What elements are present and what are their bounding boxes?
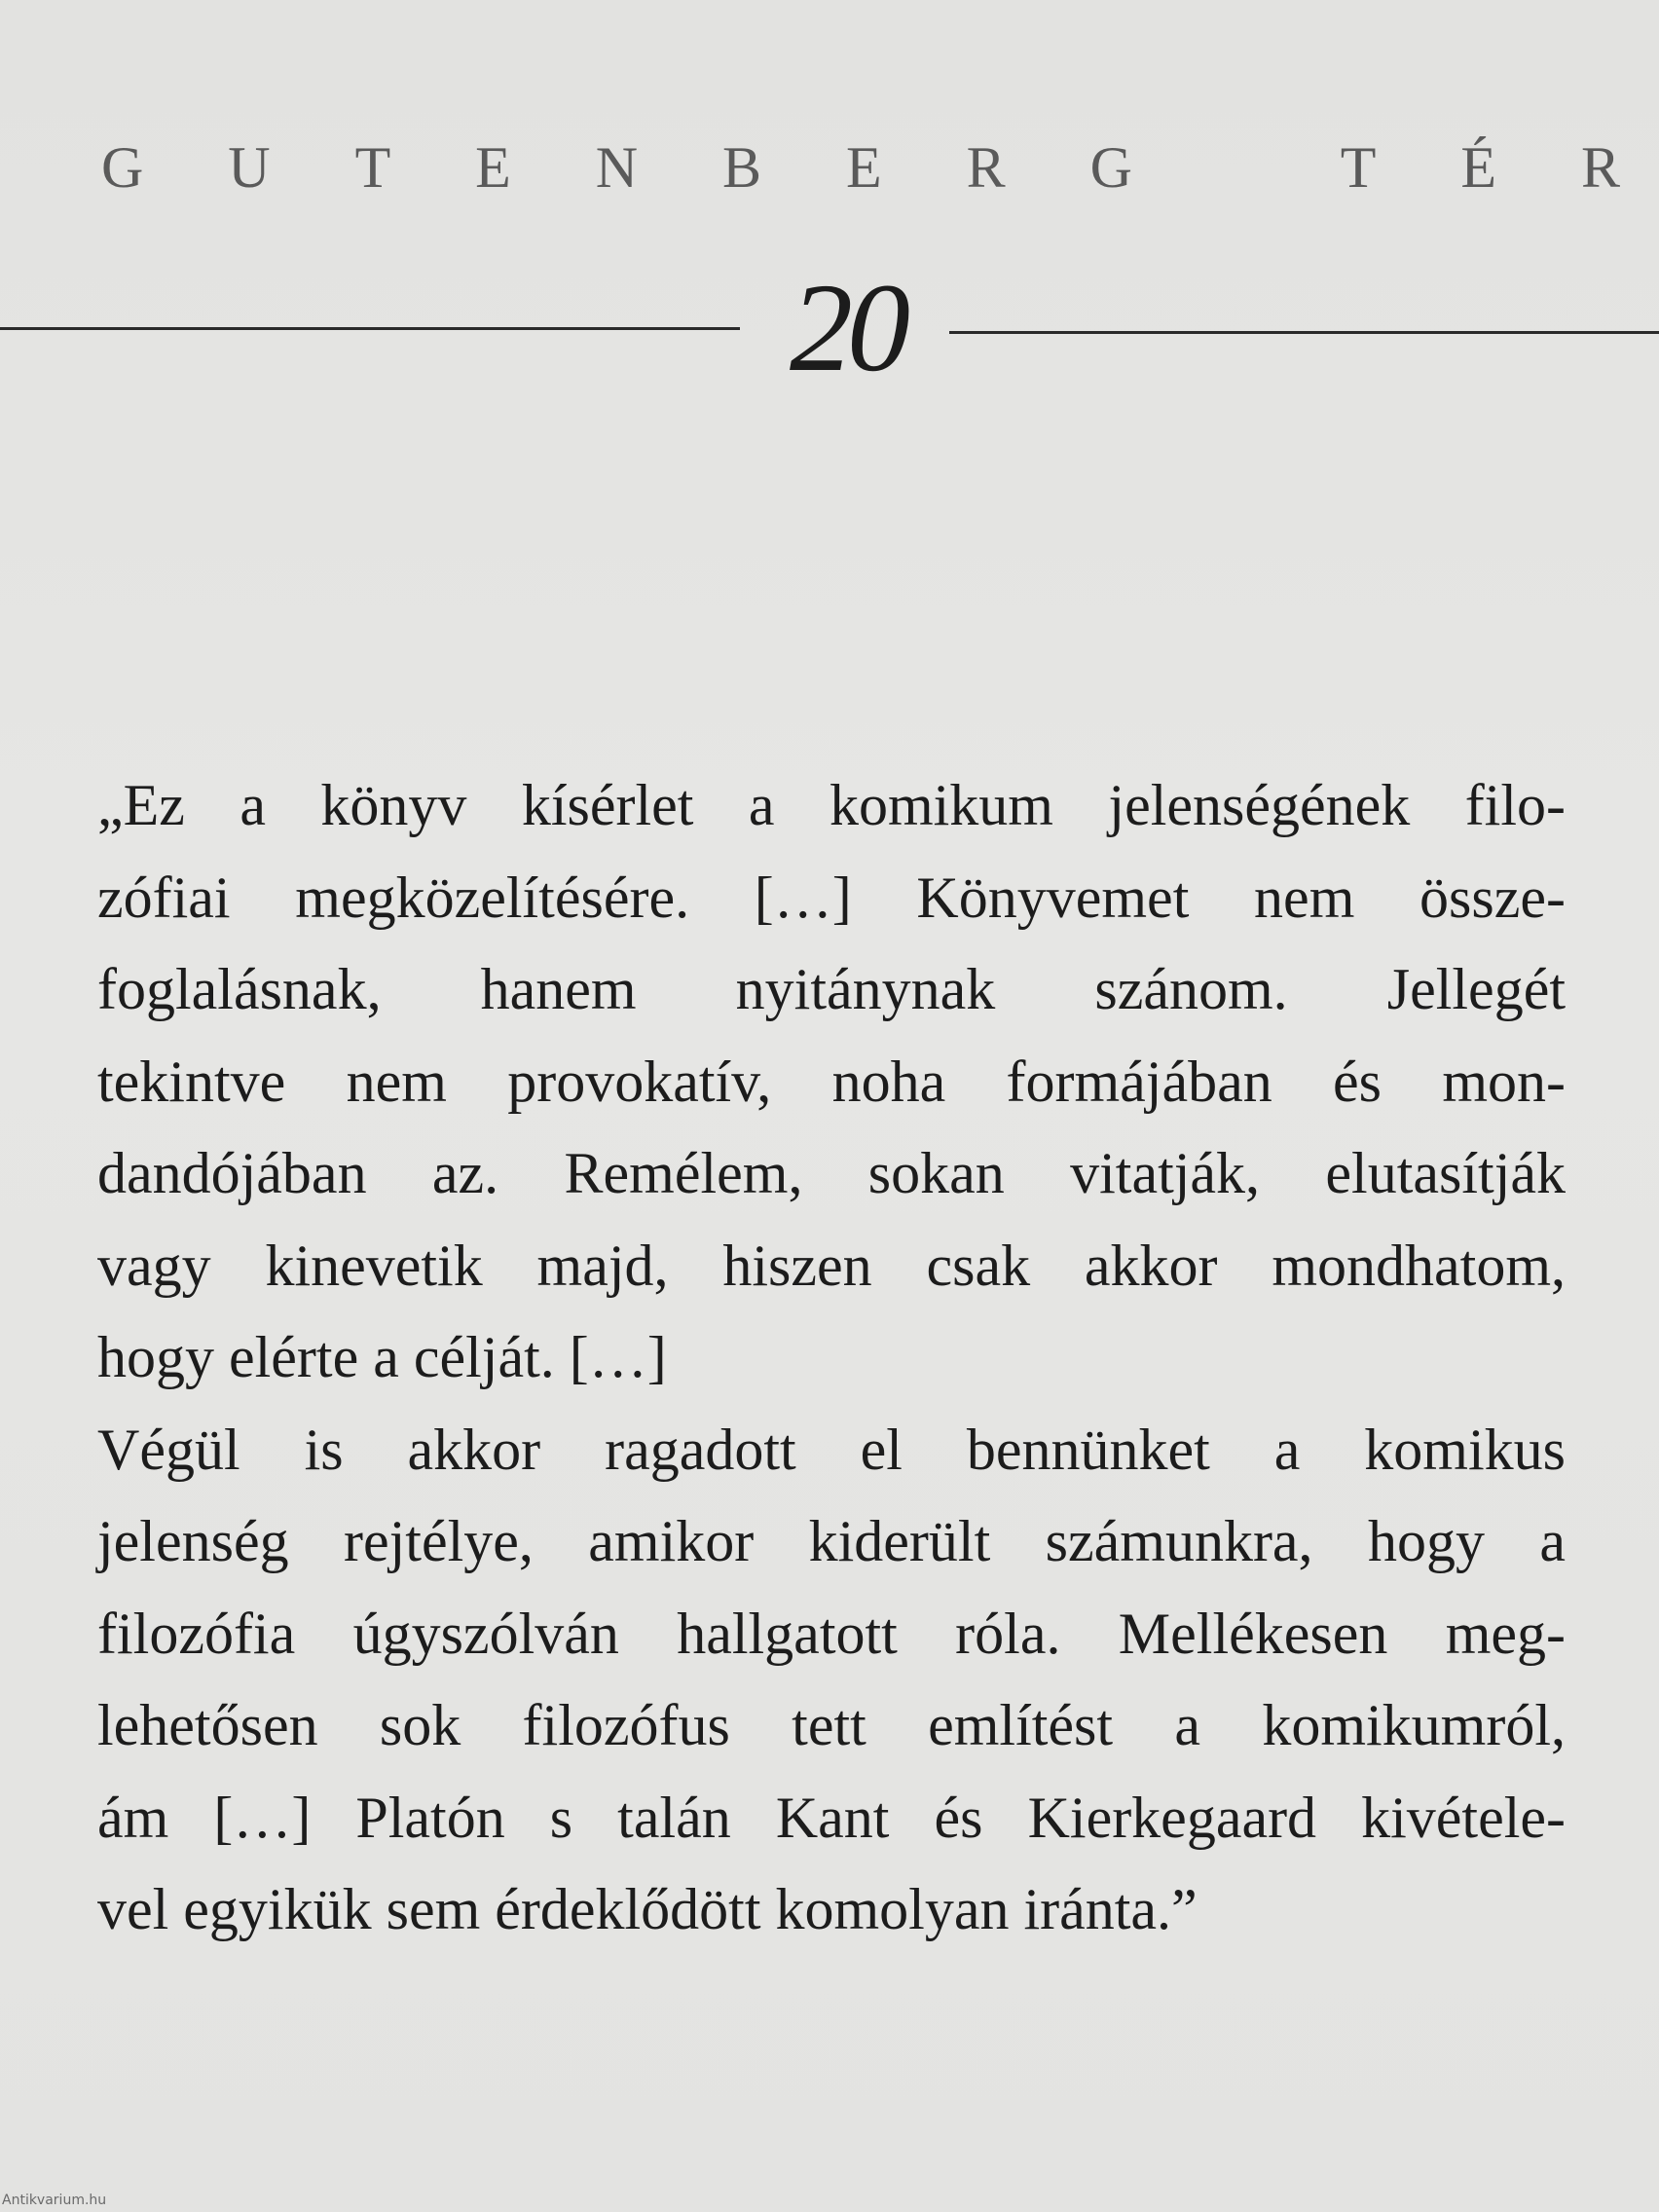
quote-line: tekintve nem provokatív, noha formájában és mon- bbox=[97, 1049, 1566, 1114]
quote-line: ám […] Platón s talán Kant és Kierkegaard kivétele- bbox=[97, 1785, 1566, 1850]
quote-line: jelenség rejtélye, amikor kiderült számunkra, hogy a bbox=[97, 1509, 1566, 1573]
series-word-gap bbox=[1217, 134, 1256, 202]
series-letter: B bbox=[722, 135, 762, 200]
series-letter: U bbox=[228, 135, 271, 200]
volume-number: 20 bbox=[790, 258, 904, 398]
quote-line: Végül is akkor ragadott el bennünket a komikus bbox=[97, 1417, 1566, 1482]
series-letter: G bbox=[1089, 135, 1132, 200]
series-letter: R bbox=[966, 135, 1006, 200]
quote-line: filozófia úgyszólván hallgatott róla. Mellékesen meg- bbox=[97, 1601, 1566, 1666]
quote-line: „Ez a könyv kísérlet a komikum jelenségének filo- bbox=[97, 773, 1566, 837]
series-letter: T bbox=[354, 135, 391, 200]
divider-rule-right bbox=[949, 331, 1659, 334]
series-letter: R bbox=[1580, 135, 1620, 200]
quote-line: zófiai megközelítésére. […] Könyvemet nem össze- bbox=[97, 865, 1566, 930]
series-letter: N bbox=[595, 135, 639, 200]
series-letter: T bbox=[1340, 135, 1377, 200]
quote-line: vel egyikük sem érdeklődött komolyan iránta.” bbox=[97, 1877, 1198, 1941]
divider-rule-left bbox=[0, 327, 740, 330]
series-letter: E bbox=[846, 135, 882, 200]
quote-line: foglalásnak, hanem nyitánynak szánom. Jellegét bbox=[97, 957, 1566, 1021]
blurb-quote bbox=[97, 759, 1566, 1956]
series-title bbox=[101, 134, 1620, 202]
quote-line: vagy kinevetik majd, hiszen csak akkor mondhatom, bbox=[97, 1233, 1566, 1298]
watermark: Antikvarium.hu bbox=[2, 2193, 107, 2208]
quote-line: lehetősen sok filozófus tett említést a komikumról, bbox=[97, 1693, 1566, 1757]
series-letter: G bbox=[101, 135, 144, 200]
series-letter: E bbox=[475, 135, 511, 200]
quote-line: dandójában az. Remélem, sokan vitatják, elutasítják bbox=[97, 1141, 1566, 1205]
quote-line: hogy elérte a célját. […] bbox=[97, 1325, 667, 1389]
series-letter: É bbox=[1460, 135, 1497, 200]
